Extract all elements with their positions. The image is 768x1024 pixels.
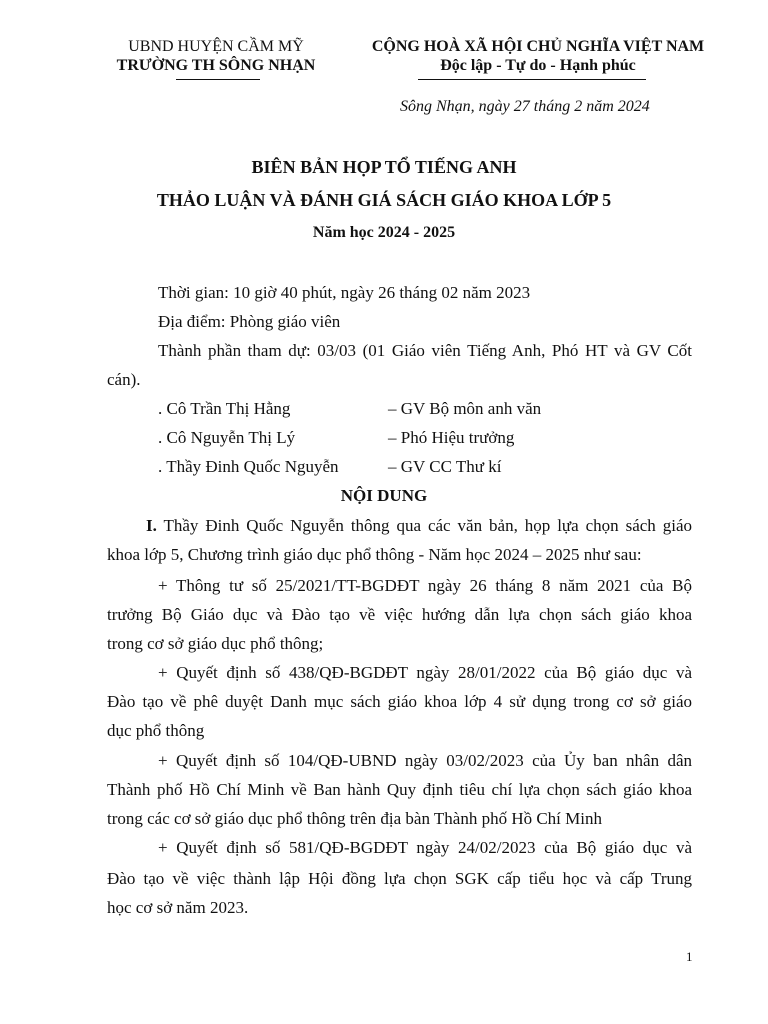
member-role: – GV CC Thư kí	[388, 457, 502, 476]
org-line-1: UBND HUYỆN CẦM MỸ	[128, 38, 304, 55]
org-underline	[176, 79, 260, 80]
member-role: – Phó Hiệu trưởng	[388, 428, 515, 447]
meeting-location: Địa điểm: Phòng giáo viên	[158, 312, 341, 331]
member-role: – GV Bộ môn anh văn	[388, 399, 542, 418]
title-line-2: THẢO LUẬN VÀ ĐÁNH GIÁ SÁCH GIÁO KHOA LỚP 5	[156, 190, 612, 210]
legal-item-line: trưởng Bộ Giáo dục và Đào tạo về việc hướng dẫn lựa chọn sách giáo khoa	[107, 605, 692, 624]
legal-item-line: trong cơ sở giáo dục phổ thông;	[107, 634, 324, 653]
legal-item-line: dục phổ thông	[107, 721, 205, 740]
section-label: I.	[146, 516, 157, 535]
place-date: Sông Nhạn, ngày 27 tháng 2 năm 2024	[400, 98, 650, 115]
nation-line-1: CỘNG HOÀ XÃ HỘI CHỦ NGHĨA VIỆT NAM	[371, 38, 705, 55]
member-name: . Cô Nguyễn Thị Lý	[158, 428, 296, 447]
legal-item-line: Thành phố Hồ Chí Minh về Ban hành Quy định tiêu chí lựa chọn sách giáo khoa	[107, 780, 692, 799]
attendees-line-2: cán).	[107, 370, 141, 389]
legal-item-line: học cơ sở năm 2023.	[107, 898, 249, 917]
intro-line-2: khoa lớp 5, Chương trình giáo dục phổ thông - Năm học 2024 – 2025 như sau:	[107, 545, 642, 564]
attendees-line-1: Thành phần tham dự: 03/03 (01 Giáo viên Tiếng Anh, Phó HT và GV Cốt	[158, 341, 692, 360]
content-heading: NỘI DUNG	[340, 486, 428, 505]
legal-item-line: + Thông tư số 25/2021/TT-BGDĐT ngày 26 tháng 8 năm 2021 của Bộ	[158, 576, 692, 595]
legal-item-line: + Quyết định số 581/QĐ-BGDĐT ngày 24/02/2023 của Bộ giáo dục và	[158, 838, 692, 857]
school-year: Năm học 2024 - 2025	[312, 224, 456, 241]
nation-line-2: Độc lập - Tự do - Hạnh phúc	[440, 57, 636, 74]
intro-text: Thầy Đinh Quốc Nguyễn thông qua các văn bản, họp lựa chọn sách giáo	[156, 516, 692, 535]
nation-underline	[418, 79, 646, 80]
page-number: 1	[686, 949, 693, 964]
legal-item-line: trong các cơ sở giáo dục phổ thông trên địa bàn Thành phố Hồ Chí Minh	[107, 809, 602, 828]
org-line-2: TRƯỜNG TH SÔNG NHẠN	[116, 57, 316, 74]
legal-item-line: + Quyết định số 438/QĐ-BGDĐT ngày 28/01/2022 của Bộ giáo dục và	[158, 663, 692, 682]
intro-line-1	[146, 516, 692, 536]
member-name: . Thầy Đinh Quốc Nguyễn	[158, 457, 339, 476]
meeting-time: Thời gian: 10 giờ 40 phút, ngày 26 tháng 02 năm 2023	[158, 283, 531, 302]
title-line-1: BIÊN BẢN HỌP TỔ TIẾNG ANH	[251, 157, 517, 177]
legal-item-line: + Quyết định số 104/QĐ-UBND ngày 03/02/2023 của Ủy ban nhân dân	[158, 751, 692, 770]
legal-item-line: Đào tạo về việc thành lập Hội đồng lựa chọn SGK cấp tiểu học và cấp Trung	[107, 869, 692, 888]
legal-item-line: Đào tạo về phê duyệt Danh mục sách giáo khoa lớp 4 sử dụng trong cơ sở giáo	[107, 692, 692, 711]
member-name: . Cô Trần Thị Hằng	[158, 399, 291, 418]
